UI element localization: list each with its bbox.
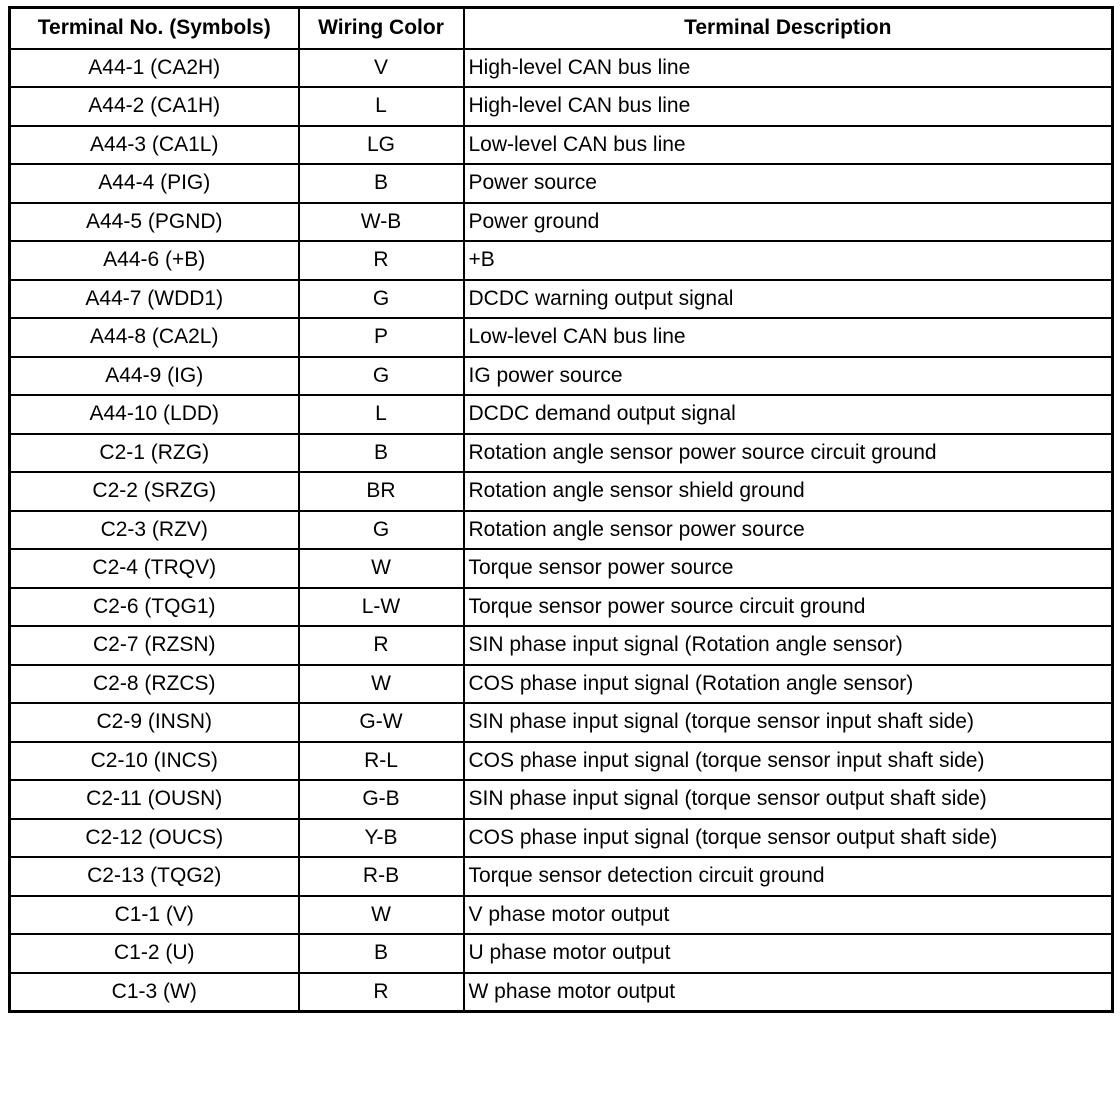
table-row bbox=[10, 703, 1113, 742]
terminal-no-cell: A44-4 (PIG) bbox=[10, 164, 299, 203]
header-row bbox=[10, 8, 1113, 49]
table-row bbox=[10, 164, 1113, 203]
terminal-no-cell: A44-8 (CA2L) bbox=[10, 318, 299, 357]
table-row bbox=[10, 934, 1113, 973]
table-row bbox=[10, 973, 1113, 1012]
table-row bbox=[10, 49, 1113, 88]
terminal-no-cell: C2-7 (RZSN) bbox=[10, 626, 299, 665]
terminal-no-cell: A44-9 (IG) bbox=[10, 357, 299, 396]
table-row bbox=[10, 395, 1113, 434]
terminal-no-cell: C2-11 (OUSN) bbox=[10, 780, 299, 819]
wiring-color-cell: W-B bbox=[299, 203, 464, 242]
wiring-color-cell: G bbox=[299, 280, 464, 319]
terminal-description-cell: High-level CAN bus line bbox=[464, 87, 1113, 126]
table-row bbox=[10, 857, 1113, 896]
terminal-description-cell: Rotation angle sensor shield ground bbox=[464, 472, 1113, 511]
wiring-color-cell: LG bbox=[299, 126, 464, 165]
terminal-no-cell: C2-12 (OUCS) bbox=[10, 819, 299, 858]
terminal-no-cell: A44-1 (CA2H) bbox=[10, 49, 299, 88]
terminal-description-cell: Torque sensor power source bbox=[464, 549, 1113, 588]
terminal-no-cell: A44-6 (+B) bbox=[10, 241, 299, 280]
terminal-description-cell: Low-level CAN bus line bbox=[464, 318, 1113, 357]
terminal-no-cell: A44-3 (CA1L) bbox=[10, 126, 299, 165]
terminal-description-cell: +B bbox=[464, 241, 1113, 280]
table-row bbox=[10, 203, 1113, 242]
wiring-color-cell: G-B bbox=[299, 780, 464, 819]
table-row bbox=[10, 318, 1113, 357]
terminal-no-cell: A44-2 (CA1H) bbox=[10, 87, 299, 126]
terminal-no-cell: A44-10 (LDD) bbox=[10, 395, 299, 434]
terminal-description-cell: High-level CAN bus line bbox=[464, 49, 1113, 88]
terminal-description-cell: Low-level CAN bus line bbox=[464, 126, 1113, 165]
terminal-description-cell: Torque sensor detection circuit ground bbox=[464, 857, 1113, 896]
terminal-no-cell: C2-2 (SRZG) bbox=[10, 472, 299, 511]
wiring-color-cell: R bbox=[299, 241, 464, 280]
table-row bbox=[10, 511, 1113, 550]
table-row bbox=[10, 819, 1113, 858]
table-row bbox=[10, 588, 1113, 627]
terminal-description-cell: DCDC warning output signal bbox=[464, 280, 1113, 319]
table-row bbox=[10, 280, 1113, 319]
terminal-no-cell: C2-13 (TQG2) bbox=[10, 857, 299, 896]
wiring-color-cell: W bbox=[299, 549, 464, 588]
wiring-color-cell: L bbox=[299, 87, 464, 126]
header-wiring-color: Wiring Color bbox=[299, 8, 464, 49]
wiring-color-cell: W bbox=[299, 896, 464, 935]
table-row bbox=[10, 665, 1113, 704]
terminal-description-cell: COS phase input signal (torque sensor output shaft side) bbox=[464, 819, 1113, 858]
table-row bbox=[10, 126, 1113, 165]
terminal-no-cell: C2-4 (TRQV) bbox=[10, 549, 299, 588]
wiring-color-cell: B bbox=[299, 164, 464, 203]
wiring-color-cell: G bbox=[299, 357, 464, 396]
wiring-color-cell: R-B bbox=[299, 857, 464, 896]
terminal-description-cell: Power source bbox=[464, 164, 1113, 203]
table-row bbox=[10, 742, 1113, 781]
terminal-description-cell: SIN phase input signal (torque sensor output shaft side) bbox=[464, 780, 1113, 819]
wiring-color-cell: R bbox=[299, 626, 464, 665]
terminal-description-cell: COS phase input signal (Rotation angle sensor) bbox=[464, 665, 1113, 704]
table-row bbox=[10, 434, 1113, 473]
table-row bbox=[10, 241, 1113, 280]
table-row bbox=[10, 896, 1113, 935]
wiring-color-cell: Y-B bbox=[299, 819, 464, 858]
terminal-description-cell: COS phase input signal (torque sensor input shaft side) bbox=[464, 742, 1113, 781]
terminal-description-cell: U phase motor output bbox=[464, 934, 1113, 973]
terminal-no-cell: C1-2 (U) bbox=[10, 934, 299, 973]
terminal-description-cell: SIN phase input signal (torque sensor input shaft side) bbox=[464, 703, 1113, 742]
table-row bbox=[10, 549, 1113, 588]
terminal-description-cell: DCDC demand output signal bbox=[464, 395, 1113, 434]
terminal-no-cell: C2-3 (RZV) bbox=[10, 511, 299, 550]
wiring-color-cell: B bbox=[299, 434, 464, 473]
terminal-no-cell: C1-1 (V) bbox=[10, 896, 299, 935]
table-body bbox=[10, 49, 1113, 1012]
terminal-no-cell: C1-3 (W) bbox=[10, 973, 299, 1012]
terminal-no-cell: C2-9 (INSN) bbox=[10, 703, 299, 742]
terminal-no-cell: A44-5 (PGND) bbox=[10, 203, 299, 242]
terminal-description-cell: Power ground bbox=[464, 203, 1113, 242]
terminal-description-cell: SIN phase input signal (Rotation angle sensor) bbox=[464, 626, 1113, 665]
table-row bbox=[10, 626, 1113, 665]
wiring-color-cell: R bbox=[299, 973, 464, 1012]
wiring-color-cell: P bbox=[299, 318, 464, 357]
wiring-color-cell: B bbox=[299, 934, 464, 973]
terminal-description-cell: IG power source bbox=[464, 357, 1113, 396]
wiring-color-cell: W bbox=[299, 665, 464, 704]
terminal-table bbox=[8, 6, 1114, 1013]
table-row bbox=[10, 87, 1113, 126]
terminal-description-cell: Torque sensor power source circuit ground bbox=[464, 588, 1113, 627]
wiring-color-cell: L bbox=[299, 395, 464, 434]
wiring-color-cell: V bbox=[299, 49, 464, 88]
header-terminal-description: Terminal Description bbox=[464, 8, 1113, 49]
table-row bbox=[10, 780, 1113, 819]
wiring-color-cell: G-W bbox=[299, 703, 464, 742]
terminal-no-cell: C2-8 (RZCS) bbox=[10, 665, 299, 704]
terminal-no-cell: C2-6 (TQG1) bbox=[10, 588, 299, 627]
header-terminal-no: Terminal No. (Symbols) bbox=[10, 8, 299, 49]
table-row bbox=[10, 472, 1113, 511]
terminal-description-cell: Rotation angle sensor power source circuit ground bbox=[464, 434, 1113, 473]
terminal-description-cell: Rotation angle sensor power source bbox=[464, 511, 1113, 550]
wiring-color-cell: BR bbox=[299, 472, 464, 511]
terminal-no-cell: C2-10 (INCS) bbox=[10, 742, 299, 781]
terminal-description-cell: W phase motor output bbox=[464, 973, 1113, 1012]
terminal-no-cell: C2-1 (RZG) bbox=[10, 434, 299, 473]
terminal-no-cell: A44-7 (WDD1) bbox=[10, 280, 299, 319]
table-row bbox=[10, 357, 1113, 396]
terminal-description-cell: V phase motor output bbox=[464, 896, 1113, 935]
wiring-color-cell: L-W bbox=[299, 588, 464, 627]
wiring-color-cell: R-L bbox=[299, 742, 464, 781]
wiring-color-cell: G bbox=[299, 511, 464, 550]
